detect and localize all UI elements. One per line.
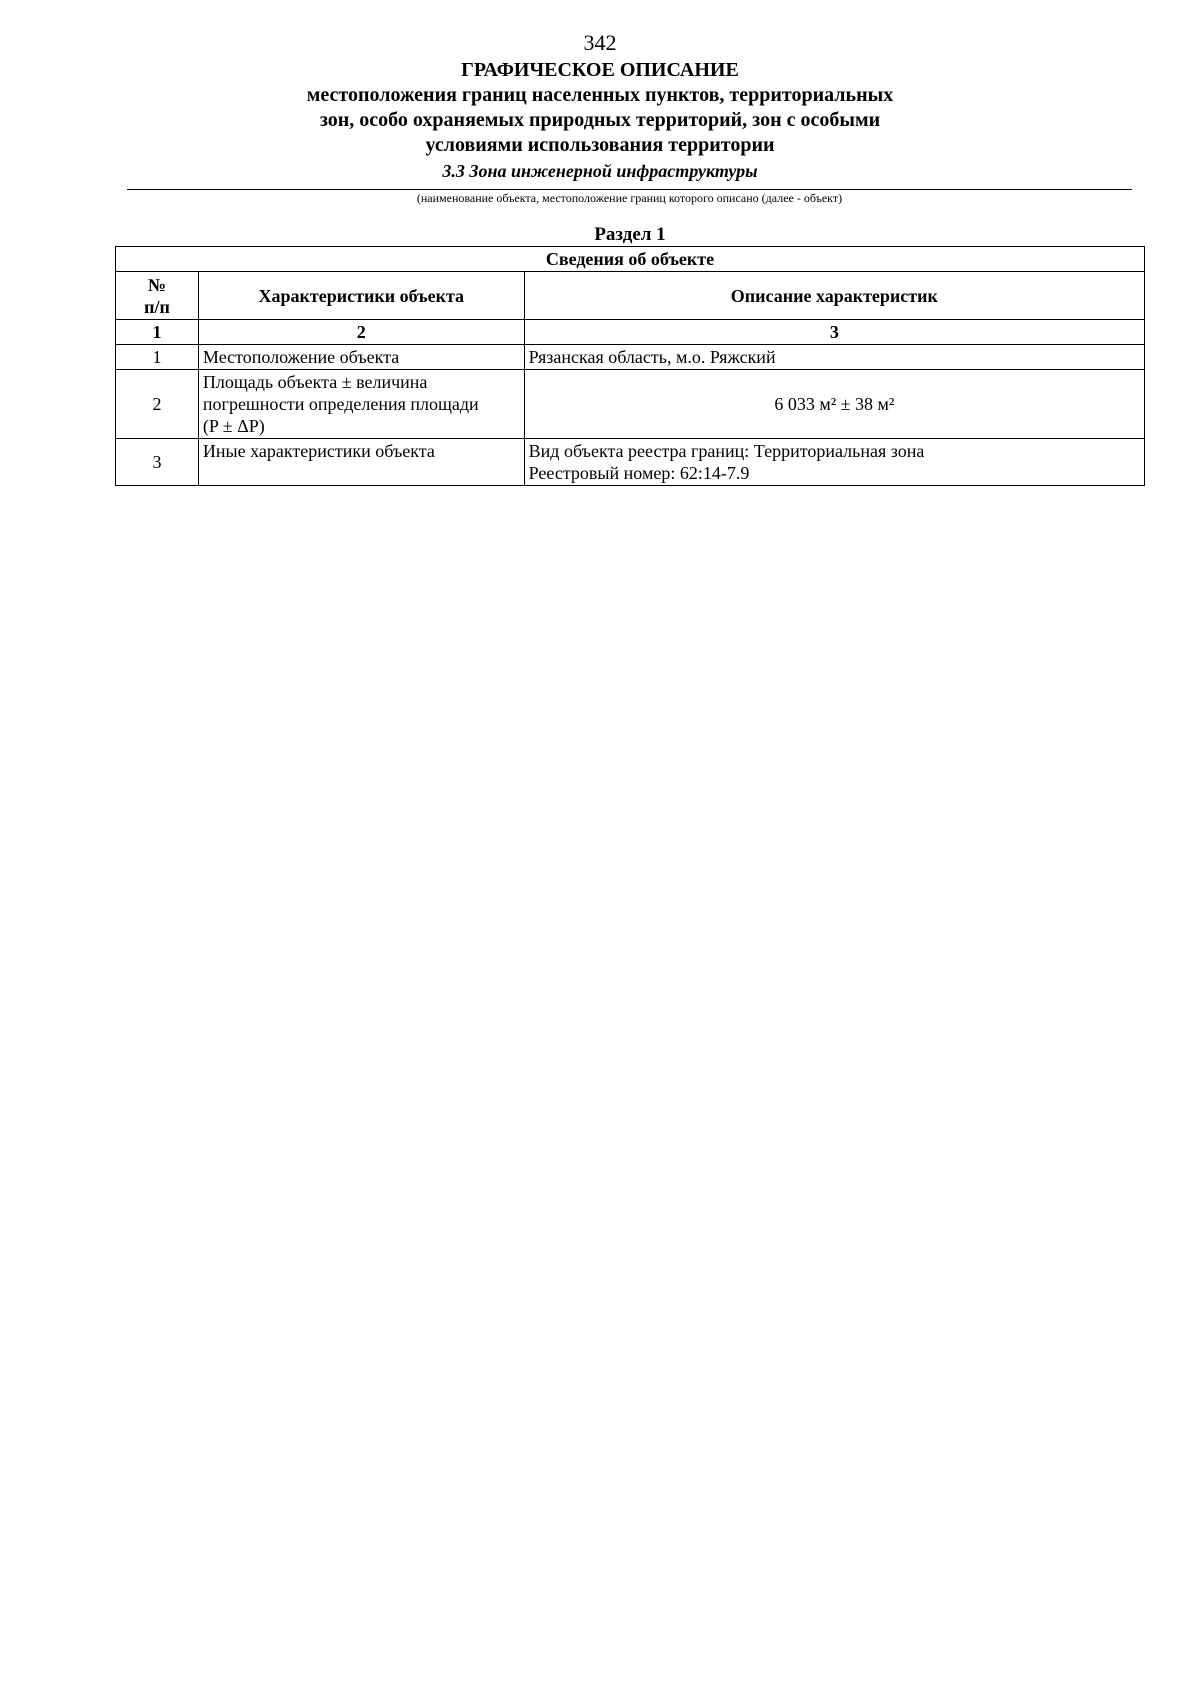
- characteristic-line: Иные характеристики объекта: [202, 441, 435, 461]
- column-number: 3: [524, 320, 1144, 345]
- document-title: ГРАФИЧЕСКОЕ ОПИСАНИЕ: [461, 59, 739, 81]
- section-title: Раздел 1: [594, 224, 666, 245]
- column-number: 2: [198, 320, 524, 345]
- description-line: 6 033 м² ± 38 м²: [774, 394, 895, 414]
- title-block: [160, 58, 1040, 183]
- row-number: 3: [116, 439, 199, 486]
- row-description: [524, 345, 1144, 370]
- table-row: [116, 345, 1145, 370]
- object-name: 3.3 Зона инженерной инфраструктуры: [442, 161, 758, 181]
- row-description: [524, 370, 1144, 439]
- characteristic-line: погрешности определения площади: [202, 394, 479, 414]
- description-line: Вид объекта реестра границ: Территориальная зона: [528, 441, 925, 461]
- characteristic-line: Площадь объекта ± величина: [202, 372, 428, 392]
- row-characteristic: [198, 370, 524, 439]
- document-subtitle-line-1: местоположения границ населенных пунктов, территориальных: [306, 84, 894, 106]
- row-characteristic: [198, 345, 524, 370]
- description-line: Рязанская область, м.о. Ряжский: [528, 347, 776, 367]
- row-characteristic: [198, 439, 524, 486]
- description-line: Реестровый номер: 62:14-7.9: [528, 463, 750, 483]
- row-number: 2: [116, 370, 199, 439]
- characteristic-line: Местоположение объекта: [202, 347, 400, 367]
- object-name-underline: [127, 189, 1132, 190]
- document-subtitle-line-3: условиями использования территории: [425, 134, 775, 156]
- column-number-row: [116, 320, 1145, 345]
- header-description: Описание характеристик: [524, 272, 1144, 320]
- header-num-abbr: п/п: [144, 296, 170, 317]
- table-row: [116, 370, 1145, 439]
- header-characteristics: Характеристики объекта: [198, 272, 524, 320]
- object-name-caption: (наименование объекта, местоположение границ которого описано (далее - объект): [416, 191, 843, 205]
- column-number: 1: [116, 320, 199, 345]
- header-num-symbol: №: [147, 274, 166, 295]
- table-header-row: [116, 272, 1145, 320]
- row-number: 1: [116, 345, 199, 370]
- row-description: [524, 439, 1144, 486]
- table-caption-row: [116, 247, 1145, 272]
- document-subtitle-line-2: зон, особо охраняемых природных территорий, зон с особыми: [319, 109, 881, 131]
- table-row: [116, 439, 1145, 486]
- header-num: [116, 272, 199, 320]
- characteristic-line: (P ± ΔP): [202, 416, 265, 436]
- page-number: 342: [583, 30, 617, 55]
- table-caption: Сведения об объекте: [116, 247, 1145, 272]
- object-info-table: [115, 246, 1145, 486]
